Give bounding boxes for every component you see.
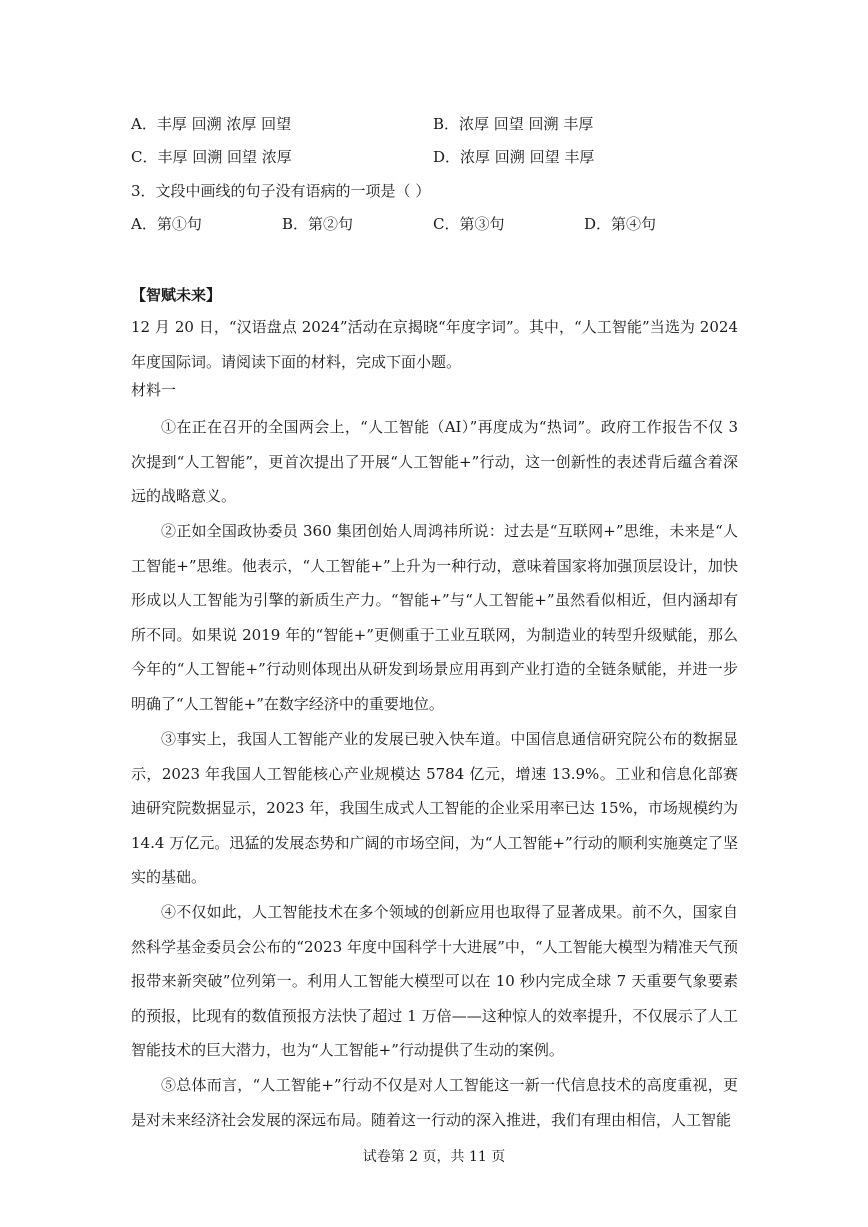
q2-option-d[interactable]: D．浓厚 回溯 回望 丰厚 — [433, 148, 595, 166]
section-title: 【智赋未来】 — [131, 286, 222, 304]
q2-option-a[interactable]: A．丰厚 回溯 浓厚 回望 — [131, 115, 292, 133]
material-label: 材料一 — [131, 381, 177, 399]
q3-option-b[interactable]: B．第②句 — [282, 215, 354, 233]
paragraph-5: ⑤总体而言，“人工智能+”行动不仅是对人工智能这一新一代信息技术的高度重视，更是对未来经济社会发展的深远布局。随着这一行动的深入推进，我们有理由相信，人工智能 — [131, 1076, 738, 1129]
q3-options-row — [131, 214, 751, 234]
q2-options-row-1 — [131, 114, 751, 134]
page-footer: 试卷第 2 页，共 11 页 — [362, 1149, 506, 1165]
section-intro: 12 月 20 日，“汉语盘点 2024”活动在京揭晓“年度字词”。其中，“人工智能”当选为 2024 年度国际词。请阅读下面的材料，完成下面小题。 — [131, 318, 738, 371]
q3-option-d[interactable]: D．第④句 — [584, 215, 657, 233]
paragraph-1: ①在正在召开的全国两会上，“人工智能（AI）”再度成为“热词”。政府工作报告不仅 3 次提到“人工智能”，更首次提出了开展“人工智能+”行动，这一创新性的表述背后蕴含着深远的战略意义。 — [131, 418, 738, 505]
paragraph-2: ②正如全国政协委员 360 集团创始人周鸿祎所说：过去是“互联网+”思维，未来是“人工智能+”思维。他表示，“人工智能+”上升为一种行动，意味着国家将加强顶层设计，加快形成以人工智能为引擎的新质生产力。“智能+”与“人工智能+”虽然看似相近，但内涵却有所不同。如果说 2019 年的“智能+”更侧重于工业互联网，为制造业的转型升级赋能，那么今年的“人工智能+”行动则体现出从研发到场景应用再到产业打造的全链条赋能，并进一步明确了“人工智能+”在数字经济中的重要地位。 — [131, 522, 738, 713]
q3-stem: 3．文段中画线的句子没有语病的一项是（ ） — [131, 182, 431, 200]
q2-option-c[interactable]: C．丰厚 回溯 回望 浓厚 — [131, 148, 292, 166]
paragraph-3: ③事实上，我国人工智能产业的发展已驶入快车道。中国信息通信研究院公布的数据显示，2023 年我国人工智能核心产业规模达 5784 亿元，增速 13.9%。工业和信息化部赛迪研究院数据显示，2023 年，我国生成式人工智能的企业采用率已达 15%，市场规模约为 14.4 万亿元。迅猛的发展态势和广阔的市场空间，为“人工智能+”行动的顺利实施奠定了坚实的基础。 — [131, 730, 738, 886]
q3-option-a[interactable]: A．第①句 — [131, 215, 202, 233]
q2-options-row-2 — [131, 147, 751, 167]
paragraph-4: ④不仅如此，人工智能技术在多个领域的创新应用也取得了显著成果。前不久，国家自然科学基金委员会公布的“2023 年度中国科学十大进展”中，“人工智能大模型为精准天气预报带来新突破”位列第一。利用人工智能大模型可以在 10 秒内完成全球 7 天重要气象要素的预报，比现有的数值预报方法快了超过 1 万倍——这种惊人的效率提升，不仅展示了人工智能技术的巨大潜力，也为“人工智能+”行动提供了生动的案例。 — [131, 903, 738, 1059]
q3-option-c[interactable]: C．第③句 — [433, 215, 505, 233]
q2-option-b[interactable]: B．浓厚 回望 回溯 丰厚 — [433, 115, 594, 133]
